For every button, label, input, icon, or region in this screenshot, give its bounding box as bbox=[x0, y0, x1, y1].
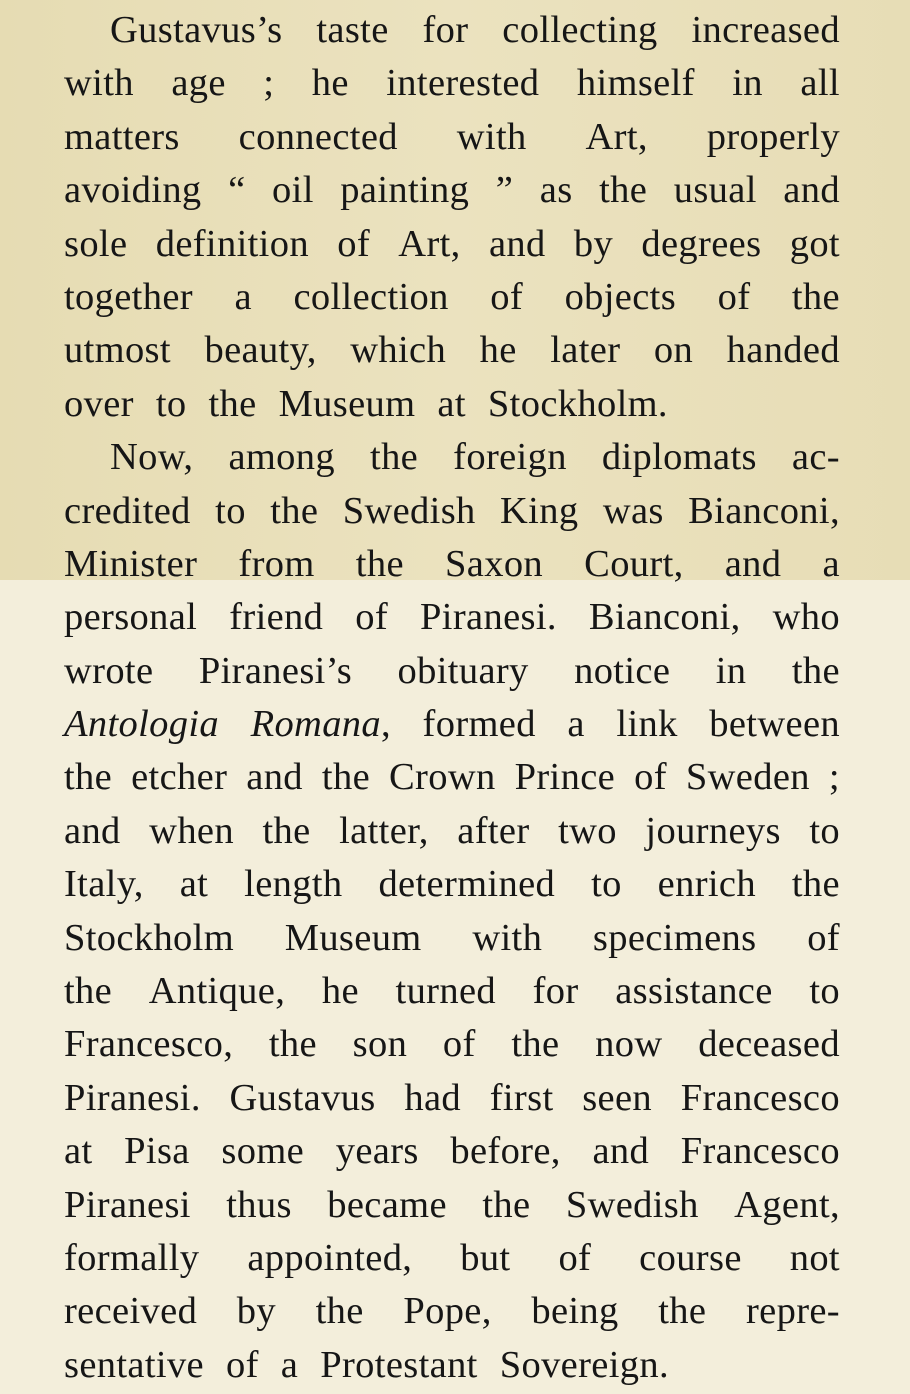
word: Sovereign. bbox=[499, 1343, 669, 1386]
word: of bbox=[558, 1236, 592, 1279]
word: credited bbox=[64, 489, 191, 532]
word: and bbox=[488, 222, 546, 265]
text-line bbox=[64, 271, 840, 324]
word: the bbox=[64, 970, 113, 1013]
word: thus bbox=[226, 1183, 292, 1226]
word: the bbox=[321, 756, 371, 799]
word: Stockholm bbox=[64, 916, 234, 959]
word: Sweden bbox=[685, 756, 810, 799]
word: a bbox=[234, 275, 252, 318]
word: Piranesi bbox=[64, 1183, 191, 1226]
word: received bbox=[64, 1290, 198, 1333]
word: journeys bbox=[645, 809, 781, 852]
word: before, bbox=[450, 1130, 561, 1173]
text-line bbox=[64, 1179, 840, 1232]
word: etcher bbox=[131, 756, 228, 799]
word: Now, bbox=[110, 436, 194, 479]
word: Museum bbox=[278, 382, 416, 425]
word: length bbox=[244, 863, 343, 906]
text-line bbox=[64, 645, 840, 698]
text-line bbox=[64, 965, 840, 1018]
word: assistance bbox=[615, 970, 773, 1013]
word: on bbox=[653, 329, 694, 372]
word: for bbox=[532, 970, 579, 1013]
word: notice bbox=[574, 649, 671, 692]
word: sentative bbox=[64, 1343, 204, 1386]
text-line bbox=[64, 324, 840, 377]
word: enrich bbox=[657, 863, 756, 906]
word: to bbox=[215, 489, 246, 532]
word: appointed, bbox=[247, 1236, 413, 1279]
word: avoiding bbox=[64, 169, 202, 212]
word: the bbox=[511, 1023, 560, 1066]
word: Gustavus’s bbox=[110, 9, 283, 51]
word: Piranesi’s bbox=[198, 649, 353, 692]
word: Agent, bbox=[734, 1183, 840, 1226]
word: he bbox=[479, 329, 517, 372]
word: repre- bbox=[745, 1290, 840, 1333]
word: ; bbox=[828, 756, 840, 799]
word: he bbox=[321, 970, 359, 1013]
word: matters bbox=[64, 115, 180, 158]
word: after bbox=[457, 809, 530, 852]
word: Antologia bbox=[64, 703, 220, 746]
word: with bbox=[456, 115, 527, 158]
word: collecting bbox=[502, 9, 658, 51]
word: obituary bbox=[397, 649, 529, 692]
word: the bbox=[791, 863, 840, 906]
word: Minister bbox=[64, 542, 198, 585]
word: taste bbox=[316, 9, 389, 51]
word: by bbox=[236, 1290, 276, 1333]
word: Court, bbox=[584, 542, 684, 585]
word: determined bbox=[378, 863, 556, 906]
word: of bbox=[442, 1023, 476, 1066]
word: who bbox=[772, 596, 840, 639]
word: painting bbox=[340, 169, 470, 212]
text-line bbox=[64, 805, 840, 858]
word: now bbox=[595, 1023, 663, 1066]
word: age bbox=[171, 62, 226, 105]
word: himself bbox=[576, 62, 695, 105]
word: formed bbox=[422, 703, 536, 746]
word: usual bbox=[673, 169, 757, 212]
word: was bbox=[602, 489, 664, 532]
word: he bbox=[311, 62, 349, 105]
word: at bbox=[179, 863, 209, 906]
word: foreign bbox=[453, 436, 567, 479]
word: Saxon bbox=[445, 542, 544, 585]
word: the bbox=[599, 169, 648, 212]
word: specimens bbox=[592, 916, 757, 959]
word: the bbox=[268, 1023, 317, 1066]
word: of bbox=[337, 222, 370, 265]
word: deceased bbox=[698, 1023, 840, 1066]
word: not bbox=[789, 1236, 840, 1279]
word: properly bbox=[706, 115, 840, 158]
word: ” bbox=[495, 169, 514, 212]
word: in bbox=[715, 649, 747, 692]
word: of bbox=[490, 275, 524, 318]
word: over bbox=[64, 382, 134, 425]
text-line bbox=[64, 1285, 840, 1338]
word: the bbox=[64, 756, 113, 799]
word: beauty, bbox=[204, 329, 317, 372]
word: diplomats bbox=[601, 436, 757, 479]
word: of bbox=[807, 916, 840, 959]
word: Crown bbox=[389, 756, 496, 799]
word: friend bbox=[229, 596, 324, 639]
word: by bbox=[573, 222, 614, 265]
word: utmost bbox=[64, 329, 171, 372]
text-line bbox=[64, 1232, 840, 1285]
word: Protestant bbox=[320, 1343, 478, 1386]
word: Art, bbox=[398, 222, 461, 265]
word: connected bbox=[238, 115, 398, 158]
word: the bbox=[270, 489, 319, 532]
word: Francesco bbox=[680, 1130, 840, 1173]
text-line bbox=[64, 1125, 840, 1178]
text-line bbox=[64, 431, 840, 484]
word: Prince bbox=[514, 756, 616, 799]
word: to bbox=[809, 970, 840, 1013]
word: Swedish bbox=[565, 1183, 699, 1226]
word: handed bbox=[726, 329, 840, 372]
word: and bbox=[592, 1130, 650, 1173]
word: “ bbox=[228, 169, 246, 212]
word: some bbox=[221, 1130, 305, 1173]
word: Museum bbox=[284, 916, 422, 959]
word: a bbox=[567, 703, 585, 746]
text-line bbox=[64, 1018, 840, 1071]
word: and bbox=[783, 169, 840, 212]
word: between bbox=[709, 703, 840, 746]
word: the bbox=[208, 382, 257, 425]
paragraph bbox=[64, 4, 840, 431]
word: got bbox=[789, 222, 840, 265]
word: the bbox=[791, 649, 840, 692]
word: of bbox=[355, 596, 389, 639]
word: course bbox=[639, 1236, 742, 1279]
word: interested bbox=[386, 62, 540, 105]
word: the bbox=[355, 542, 404, 585]
word: son bbox=[352, 1023, 408, 1066]
word: collection bbox=[293, 275, 449, 318]
word: at bbox=[64, 1130, 93, 1173]
word: of bbox=[226, 1343, 259, 1386]
word: formally bbox=[64, 1236, 200, 1279]
word: Piranesi. bbox=[420, 596, 557, 639]
text-line bbox=[64, 485, 840, 538]
word: the bbox=[315, 1290, 364, 1333]
word: Stockholm. bbox=[487, 382, 668, 425]
word: degrees bbox=[641, 222, 762, 265]
word: ac- bbox=[791, 436, 840, 479]
word: of bbox=[717, 275, 751, 318]
word: link bbox=[616, 703, 678, 746]
word: at bbox=[437, 382, 466, 425]
word: Pisa bbox=[124, 1130, 190, 1173]
word: two bbox=[558, 809, 617, 852]
word: Francesco bbox=[680, 1076, 840, 1119]
word: Swedish bbox=[342, 489, 476, 532]
word: but bbox=[460, 1236, 511, 1279]
word: as bbox=[539, 169, 573, 212]
word: had bbox=[404, 1076, 461, 1119]
word: which bbox=[350, 329, 447, 372]
text-line bbox=[64, 912, 840, 965]
paragraph bbox=[64, 431, 840, 1392]
word: with bbox=[472, 916, 543, 959]
word: in bbox=[732, 62, 763, 105]
text-line bbox=[64, 57, 840, 110]
word: to bbox=[809, 809, 840, 852]
text-line bbox=[64, 164, 840, 217]
word: the bbox=[262, 809, 311, 852]
word: became bbox=[327, 1183, 447, 1226]
word: later bbox=[550, 329, 621, 372]
word: years bbox=[335, 1130, 419, 1173]
word: of bbox=[634, 756, 667, 799]
word: Bianconi, bbox=[688, 489, 840, 532]
word: King bbox=[500, 489, 579, 532]
text-line bbox=[64, 538, 840, 591]
word: objects bbox=[564, 275, 677, 318]
text-line bbox=[64, 111, 840, 164]
word: a bbox=[280, 1343, 299, 1386]
word: oil bbox=[272, 169, 314, 212]
word: Francesco, bbox=[64, 1023, 234, 1066]
word: the bbox=[482, 1183, 531, 1226]
text-line bbox=[64, 4, 840, 57]
text-line bbox=[64, 698, 840, 751]
word: Gustavus bbox=[229, 1076, 376, 1119]
text-line bbox=[64, 378, 840, 431]
word: Romana, bbox=[250, 703, 391, 746]
word: turned bbox=[395, 970, 496, 1013]
word: to bbox=[155, 382, 187, 425]
word: to bbox=[591, 863, 622, 906]
word: wrote bbox=[64, 649, 154, 692]
word: from bbox=[238, 542, 315, 585]
word: the bbox=[658, 1290, 707, 1333]
word: when bbox=[149, 809, 234, 852]
word: the bbox=[370, 436, 419, 479]
text-line bbox=[64, 751, 840, 804]
word: the bbox=[791, 275, 840, 318]
word: together bbox=[64, 275, 193, 318]
word: a bbox=[822, 542, 840, 585]
word: Pope, bbox=[403, 1290, 492, 1333]
word: and bbox=[724, 542, 782, 585]
word: latter, bbox=[339, 809, 429, 852]
word: seen bbox=[582, 1076, 653, 1119]
word: Antique, bbox=[148, 970, 286, 1013]
word: personal bbox=[64, 596, 198, 639]
word: ; bbox=[263, 62, 275, 105]
word: definition bbox=[155, 222, 309, 265]
text-line bbox=[64, 1072, 840, 1125]
text-line bbox=[64, 218, 840, 271]
word: with bbox=[64, 62, 134, 105]
word: being bbox=[531, 1290, 619, 1333]
word: Art, bbox=[585, 115, 648, 158]
word: and bbox=[246, 756, 303, 799]
word: all bbox=[800, 62, 840, 105]
word: Bianconi, bbox=[588, 596, 741, 639]
text-line bbox=[64, 858, 840, 911]
text-line bbox=[64, 1339, 840, 1392]
word: increased bbox=[691, 9, 840, 51]
word: among bbox=[228, 436, 335, 479]
word: sole bbox=[64, 222, 128, 265]
word: Piranesi. bbox=[64, 1076, 201, 1119]
document-page bbox=[64, 4, 840, 1392]
text-line bbox=[64, 591, 840, 644]
word: Italy, bbox=[64, 863, 144, 906]
word: first bbox=[489, 1076, 554, 1119]
word: for bbox=[422, 9, 469, 51]
word: and bbox=[64, 809, 121, 852]
